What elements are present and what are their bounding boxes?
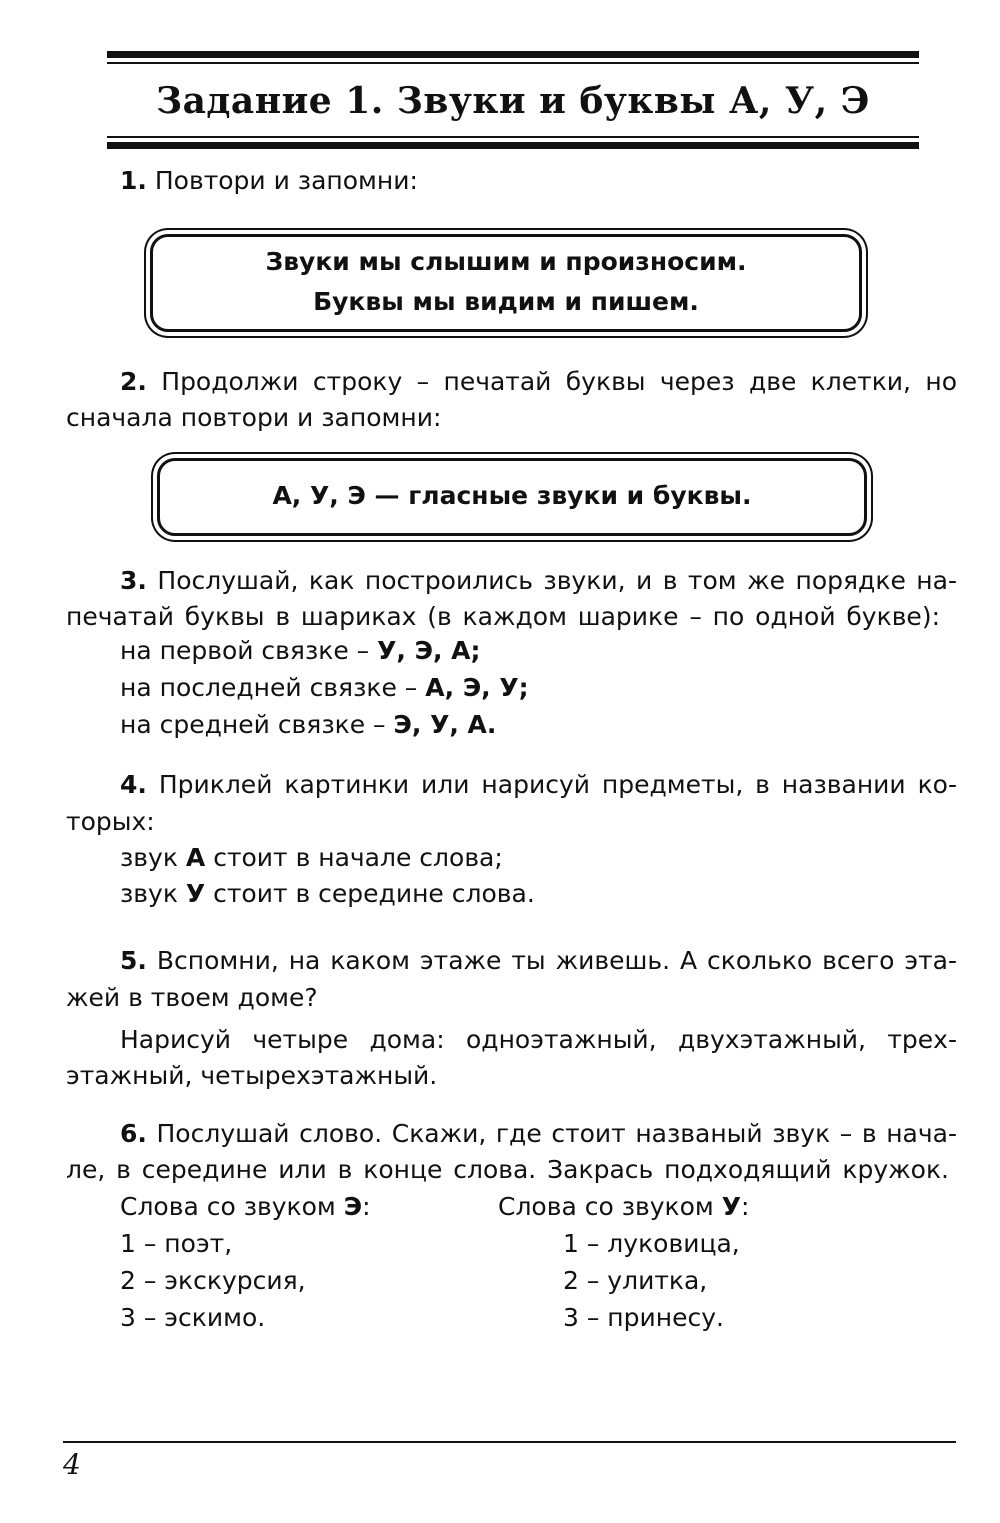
box-line-2: Буквы мы видим и пишем. <box>313 287 699 316</box>
title-rule-top-thin <box>107 62 919 64</box>
task1-rule-box <box>150 234 862 332</box>
task6-line-1: 6. Послушай слово. Скажи, где стоит названый звук – в нача- <box>120 1119 957 1148</box>
task3-item-2: на последней связке – А, Э, У; <box>120 673 529 702</box>
title-rule-top <box>107 51 919 58</box>
task6-line-2: ле, в середине или в конце слова. Закрась подходящий кружок. <box>66 1155 949 1184</box>
task2-rule-box <box>157 458 867 536</box>
title-rule-bottom <box>107 142 919 149</box>
task5-line-4: этажный, четырехэтажный. <box>66 1061 438 1090</box>
word-item: 3 – принесу. <box>563 1303 724 1332</box>
box-vowels: А, У, Э — гласные звуки и буквы. <box>272 481 752 510</box>
task3-item-1: на первой связке – У, Э, А; <box>120 636 481 665</box>
task2-line-2: сначала повтори и запомни: <box>66 403 442 432</box>
task3-line-2: печатай буквы в шариках (в каждом шарике – по одной букве): <box>66 602 940 631</box>
task3-line-1: 3. Послушай, как построились звуки, и в том же порядке на- <box>120 566 957 595</box>
word-item: 2 – экскурсия, <box>120 1266 306 1295</box>
word-item: 3 – эскимо. <box>120 1303 266 1332</box>
task2-line-1: 2. Продолжи строку – печатай буквы через две клетки, но <box>120 367 957 396</box>
task4-line-1: 4. Приклей картинки или нарисуй предметы, в названии ко- <box>120 770 957 799</box>
words-u-heading: Слова со звуком У: <box>498 1192 750 1221</box>
footer-rule <box>63 1441 956 1443</box>
word-item: 1 – поэт, <box>120 1229 233 1258</box>
task5-line-1: 5. Вспомни, на каком этаже ты живешь. А сколько всего эта- <box>120 946 958 975</box>
page-number: 4 <box>63 1448 81 1481</box>
word-item: 2 – улитка, <box>563 1266 708 1295</box>
title-rule-bottom-thin <box>107 136 919 138</box>
task4-item-1: звук А стоит в начале слова; <box>120 843 503 872</box>
task3-item-3: на средней связке – Э, У, А. <box>120 710 497 739</box>
box-line-1: Звуки мы слышим и произносим. <box>265 247 747 276</box>
word-item: 1 – луковица, <box>563 1229 740 1258</box>
task1-instruction: 1. Повтори и запомни: <box>120 166 418 195</box>
words-e-heading: Слова со звуком Э: <box>120 1192 371 1221</box>
page-title: Задание 1. Звуки и буквы А, У, Э <box>156 80 870 122</box>
task5-line-3: Нарисуй четыре дома: одноэтажный, двухэтажный, трех- <box>120 1025 957 1054</box>
task5-line-2: жей в твоем доме? <box>66 983 318 1012</box>
task4-item-2: звук У стоит в середине слова. <box>120 879 535 908</box>
task4-line-2: торых: <box>66 807 155 836</box>
